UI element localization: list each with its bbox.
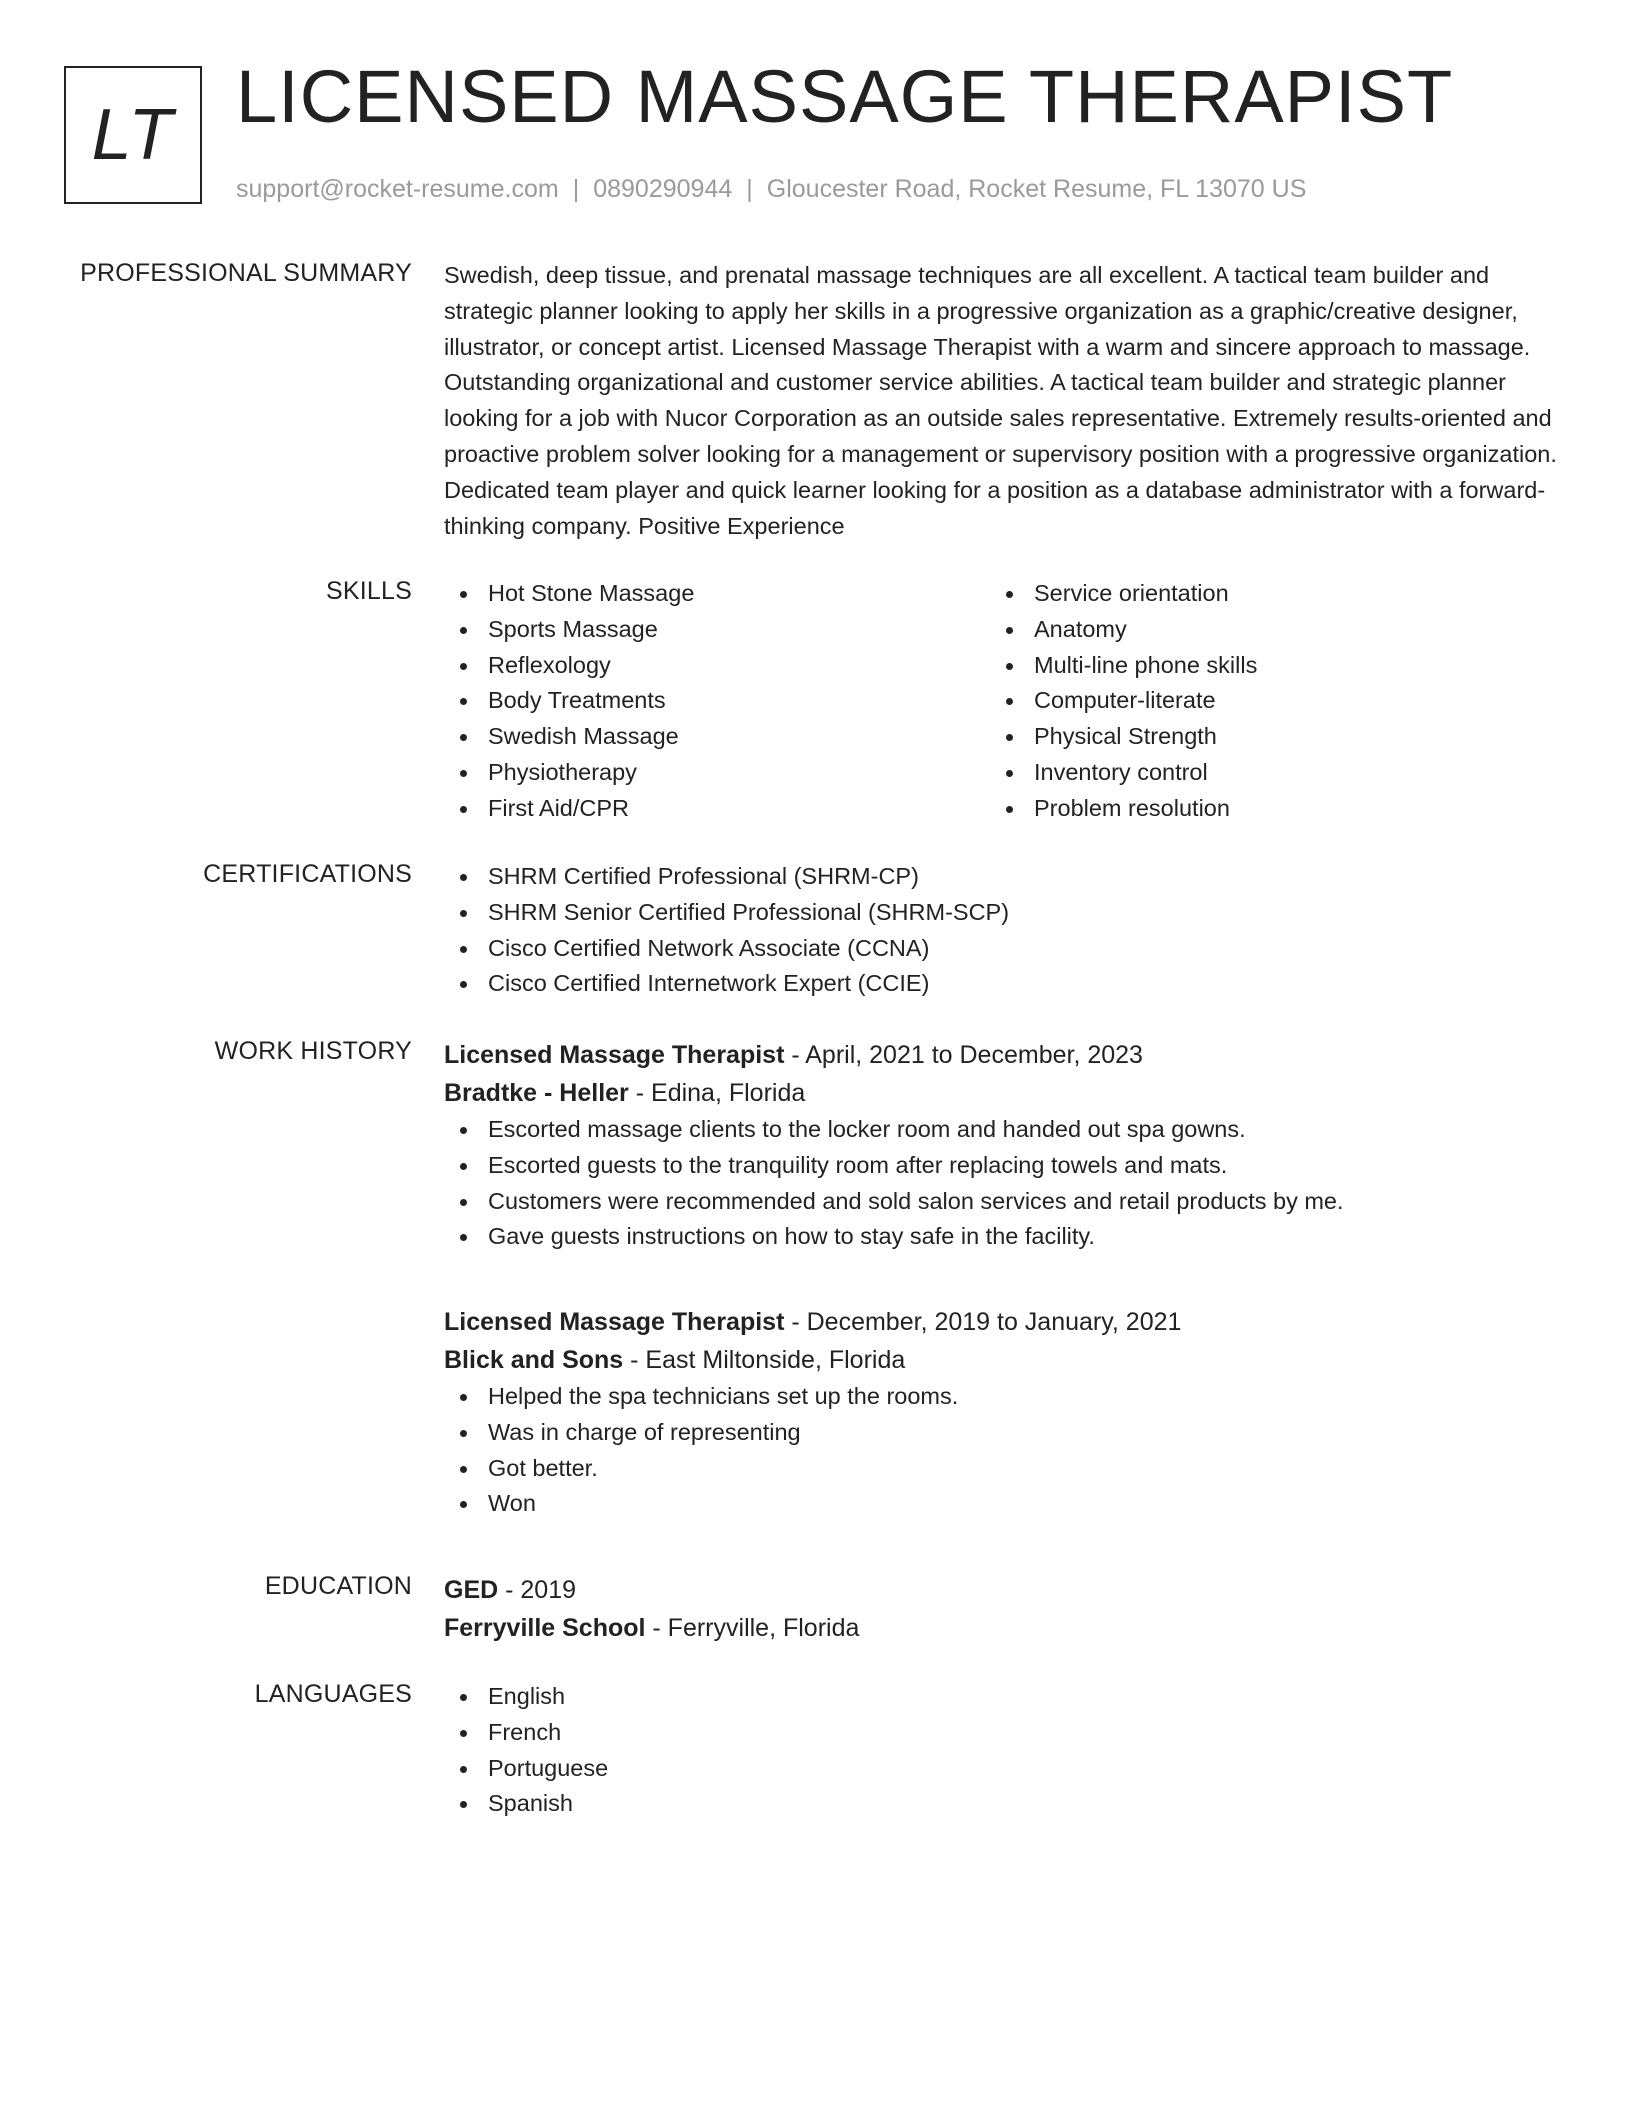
job-duty-item: Escorted guests to the tranquility room after replacing towels and mats. <box>444 1148 1564 1184</box>
section-heading-skills: SKILLS <box>326 577 412 605</box>
job-dates: - December, 2019 to January, 2021 <box>784 1308 1182 1336</box>
summary-text: Swedish, deep tissue, and prenatal massage techniques are all excellent. A tactical team builder and strategic planner looking to apply her skills in a progressive organization as a graphic/creative designer, illustrator, or concept artist. Licensed Massage Therapist with a warm and sincere approach to massage. Outstanding organizational and customer service abilities. A tactical team builder and strategic planner looking for a job with Nucor Corporation as an outside sales representative. Extremely results-oriented and proactive problem solver looking for a management or supervisory position with a progressive organization. Dedicated team player and quick learner looking for a position as a database administrator with a forward-thinking company. Positive Experience <box>444 262 1557 539</box>
skills-list-right <box>990 576 1536 827</box>
job-duty-item: Got better. <box>444 1451 1564 1487</box>
education-location: - Ferryville, Florida <box>645 1614 860 1642</box>
skill-item: Hot Stone Massage <box>444 576 990 612</box>
certifications-body <box>444 859 1564 1002</box>
contact-email: support@rocket-resume.com <box>236 175 559 203</box>
summary-body <box>444 258 1564 544</box>
job-duty-item: Customers were recommended and sold salon services and retail products by me. <box>444 1184 1564 1220</box>
languages-list <box>444 1679 1564 1822</box>
job-duty-item: Won <box>444 1486 1564 1522</box>
job-title: Licensed Massage Therapist <box>444 1041 785 1069</box>
job-dates: - April, 2021 to December, 2023 <box>784 1041 1143 1069</box>
contact-address: Gloucester Road, Rocket Resume, FL 13070 US <box>766 175 1307 203</box>
skill-item: Anatomy <box>990 612 1536 648</box>
skills-list-left <box>444 576 990 827</box>
job-duty-item: Gave guests instructions on how to stay safe in the facility. <box>444 1219 1564 1255</box>
skill-item: First Aid/CPR <box>444 791 990 827</box>
monogram-initials: LT <box>91 95 175 175</box>
job-duty-item: Helped the spa technicians set up the rooms. <box>444 1379 1564 1415</box>
skill-item: Sports Massage <box>444 612 990 648</box>
job-duties-list <box>444 1112 1564 1255</box>
education-degree: GED <box>444 1576 499 1604</box>
section-heading-summary: PROFESSIONAL SUMMARY <box>80 259 412 287</box>
job-duties-list <box>444 1379 1564 1522</box>
job-entry <box>444 1036 1564 1255</box>
job-entry <box>444 1303 1564 1522</box>
contact-separator: | <box>572 175 580 203</box>
certification-item: SHRM Certified Professional (SHRM-CP) <box>444 859 1564 895</box>
skill-item: Inventory control <box>990 755 1536 791</box>
job-location: - East Miltonside, Florida <box>623 1346 906 1374</box>
skill-item: Problem resolution <box>990 791 1536 827</box>
certification-item: Cisco Certified Internetwork Expert (CCIE) <box>444 966 1564 1002</box>
education-school: Ferryville School <box>444 1614 646 1642</box>
job-title-line <box>444 1303 1564 1341</box>
section-heading-education: EDUCATION <box>264 1572 412 1600</box>
section-heading-work-history: WORK HISTORY <box>214 1037 412 1065</box>
work-history-body <box>444 1036 1564 1255</box>
job-company-line <box>444 1074 1564 1112</box>
job-title: Licensed Massage Therapist <box>444 1308 785 1336</box>
section-heading-languages: LANGUAGES <box>254 1680 412 1708</box>
job-company: Blick and Sons <box>444 1346 624 1374</box>
certification-item: Cisco Certified Network Associate (CCNA) <box>444 931 1564 967</box>
skill-item: Physiotherapy <box>444 755 990 791</box>
job-duty-item: Escorted massage clients to the locker room and handed out spa gowns. <box>444 1112 1564 1148</box>
education-body <box>444 1571 1564 1647</box>
certification-item: SHRM Senior Certified Professional (SHRM-SCP) <box>444 895 1564 931</box>
skill-item: Body Treatments <box>444 683 990 719</box>
skill-item: Swedish Massage <box>444 719 990 755</box>
skill-item: Reflexology <box>444 648 990 684</box>
section-heading-certifications: CERTIFICATIONS <box>203 860 412 888</box>
language-item: Spanish <box>444 1786 1564 1822</box>
resume-title: LICENSED MASSAGE THERAPIST <box>236 55 1454 138</box>
contact-separator: | <box>746 175 753 203</box>
work-history-body <box>444 1303 1564 1522</box>
skills-body <box>444 576 1564 827</box>
languages-body <box>444 1679 1564 1822</box>
contact-phone: 0890290944 <box>593 175 733 203</box>
skill-item: Service orientation <box>990 576 1536 612</box>
job-location: - Edina, Florida <box>628 1079 806 1107</box>
education-school-line <box>444 1609 1564 1647</box>
job-title-line <box>444 1036 1564 1074</box>
education-year: - 2019 <box>498 1576 577 1604</box>
language-item: English <box>444 1679 1564 1715</box>
skill-item: Physical Strength <box>990 719 1536 755</box>
contact-line <box>236 174 1306 204</box>
monogram-box <box>64 66 202 204</box>
language-item: Portuguese <box>444 1751 1564 1787</box>
job-company: Bradtke - Heller <box>444 1079 629 1107</box>
job-company-line <box>444 1341 1564 1379</box>
certifications-list <box>444 859 1564 1002</box>
job-duty-item: Was in charge of representing <box>444 1415 1564 1451</box>
language-item: French <box>444 1715 1564 1751</box>
education-degree-line <box>444 1571 1564 1609</box>
skill-item: Computer-literate <box>990 683 1536 719</box>
skill-item: Multi-line phone skills <box>990 648 1536 684</box>
